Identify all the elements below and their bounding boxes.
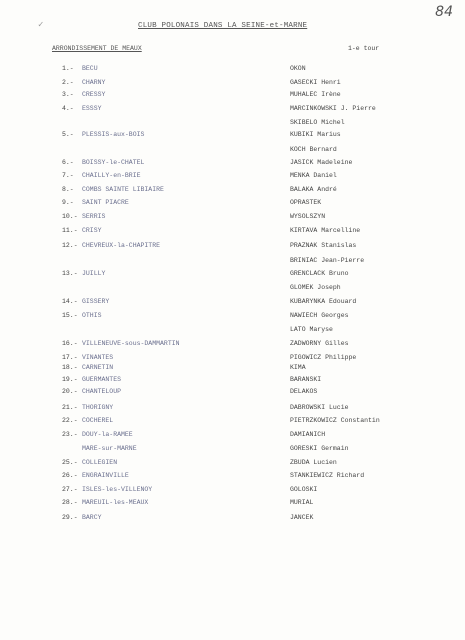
person-name: PIGOWICZ Philippe [290, 354, 357, 361]
person-name: BALAKA André [290, 186, 337, 193]
list-item [0, 338, 465, 349]
person-name: NAWIECH Georges [290, 312, 349, 319]
town-name: BECU [82, 65, 98, 72]
town-name: VILLENEUVE-sous-DAMMARTIN [82, 340, 180, 347]
town-name: CHEVREUX-la-CHAPITRE [82, 242, 161, 249]
person-name: MARCINKOWSKI J. Pierre [290, 105, 376, 112]
person-name: ZADWORNY Gilles [290, 340, 349, 347]
person-name: GOLOSKI [290, 486, 318, 493]
town-name: CHAILLY-en-BRIE [82, 172, 141, 179]
town-name: ENGRAINVILLE [82, 472, 129, 479]
list-item [0, 197, 465, 208]
list-item [0, 443, 465, 454]
row-number: 3.- [62, 91, 74, 98]
person-name: KUBIKI Marius [290, 131, 341, 138]
person-name: JANCEK [290, 514, 314, 521]
section-title: ARRONDISSEMENT DE MEAUX [52, 45, 142, 52]
town-name: COCHEREL [82, 417, 114, 424]
list-item [0, 211, 465, 222]
town-name: COLLEGIEN [82, 459, 118, 466]
round-label: 1-e tour [348, 45, 380, 52]
row-number: 13.- [62, 270, 78, 277]
town-name: SERRIS [82, 213, 106, 220]
list-item [0, 415, 465, 426]
list-item [0, 457, 465, 468]
row-number: 2.- [62, 79, 74, 86]
list-item [0, 225, 465, 236]
town-name: CHANTELOUP [82, 388, 122, 395]
row-number: 15.- [62, 312, 78, 319]
person-name: KIRTAVA Marcelline [290, 227, 361, 234]
person-name: OKON [290, 65, 306, 72]
list-item [0, 484, 465, 495]
person-name: SKIBELO Michel [290, 119, 345, 126]
list-item [0, 103, 465, 114]
row-number: 27.- [62, 486, 78, 493]
town-name: DOUY-la-RAMEE [82, 431, 133, 438]
row-number: 22.- [62, 417, 78, 424]
person-name: GORESKI Germain [290, 445, 349, 452]
row-number: 16.- [62, 340, 78, 347]
town-name: COMBS SAINTE LIBIAIRE [82, 186, 164, 193]
town-name: GUERMANTES [82, 376, 122, 383]
list-item [0, 470, 465, 481]
row-number: 8.- [62, 186, 74, 193]
row-number: 7.- [62, 172, 74, 179]
list-item [0, 324, 465, 335]
person-name: KOCH Bernard [290, 146, 337, 153]
person-name: PIETRZKOWICZ Constantin [290, 417, 380, 424]
list-item [0, 129, 465, 140]
row-number: 20.- [62, 388, 78, 395]
list-item [0, 310, 465, 321]
person-name: MENKA Daniel [290, 172, 337, 179]
town-name: THORIGNY [82, 404, 114, 411]
person-name: OPRASTEK [290, 199, 322, 206]
row-number: 21.- [62, 404, 78, 411]
list-item [0, 374, 465, 385]
list-item [0, 63, 465, 74]
list-item [0, 77, 465, 88]
list-item [0, 255, 465, 266]
person-name: GLOMEK Joseph [290, 284, 341, 291]
town-name: OTHIS [82, 312, 102, 319]
row-number: 23.- [62, 431, 78, 438]
list-item [0, 296, 465, 307]
row-number: 28.- [62, 499, 78, 506]
list-item [0, 429, 465, 440]
person-name: DABROWSKI Lucie [290, 404, 349, 411]
town-name: JUILLY [82, 270, 106, 277]
town-name: ESSSY [82, 105, 102, 112]
row-number: 6.- [62, 159, 74, 166]
row-number: 25.- [62, 459, 78, 466]
person-name: KIMA [290, 364, 306, 371]
list-item [0, 512, 465, 523]
list-item [0, 402, 465, 413]
person-name: GASECKI Henri [290, 79, 341, 86]
list-item [0, 117, 465, 128]
town-name: CRISY [82, 227, 102, 234]
list-item [0, 240, 465, 251]
row-number: 9.- [62, 199, 74, 206]
list-item [0, 157, 465, 168]
list-item [0, 497, 465, 508]
person-name: BARANSKI [290, 376, 322, 383]
town-name: MARE-sur-MARNE [82, 445, 137, 452]
list-item [0, 89, 465, 100]
row-number: 19.- [62, 376, 78, 383]
town-name: VINANTES [82, 354, 114, 361]
person-name: DELAKOS [290, 388, 318, 395]
person-name: JASICK Madeleine [290, 159, 353, 166]
person-name: MURIAL [290, 499, 314, 506]
town-name: CHARNY [82, 79, 106, 86]
town-name: ISLES-les-VILLENOY [82, 486, 153, 493]
person-name: DAMIANICH [290, 431, 326, 438]
row-number: 11.- [62, 227, 78, 234]
town-name: CRESSY [82, 91, 106, 98]
person-name: STANKIEWICZ Richard [290, 472, 365, 479]
row-number: 14.- [62, 298, 78, 305]
list-item [0, 268, 465, 279]
town-name: GISSERY [82, 298, 110, 305]
row-number: 1.- [62, 65, 74, 72]
row-number: 12.- [62, 242, 78, 249]
person-name: MUHALEC Irène [290, 91, 341, 98]
list-item [0, 386, 465, 397]
document-title: CLUB POLONAIS DANS LA SEINE-et-MARNE [138, 22, 308, 30]
row-number: 17.- [62, 354, 78, 361]
person-name: LATO Maryse [290, 326, 333, 333]
list-item [0, 362, 465, 373]
person-name: BRINIAC Jean-Pierre [290, 257, 365, 264]
list-item [0, 170, 465, 181]
row-number: 29.- [62, 514, 78, 521]
list-item [0, 184, 465, 195]
person-name: KUBARYNKA Edouard [290, 298, 357, 305]
row-number: 10.- [62, 213, 78, 220]
tick-mark-icon: ✓ [38, 20, 44, 30]
person-name: WYSOLSZYN [290, 213, 326, 220]
town-name: CARNETIN [82, 364, 114, 371]
page-number: 84 [435, 4, 453, 20]
town-name: BARCY [82, 514, 102, 521]
person-name: GRENCLACK Bruno [290, 270, 349, 277]
row-number: 26.- [62, 472, 78, 479]
town-name: SAINT PIACRE [82, 199, 129, 206]
list-item [0, 144, 465, 155]
row-number: 5.- [62, 131, 74, 138]
row-number: 18.- [62, 364, 78, 371]
row-number: 4.- [62, 105, 74, 112]
town-name: BOISSY-le-CHATEL [82, 159, 145, 166]
list-item [0, 282, 465, 293]
town-name: MAREUIL-les-MEAUX [82, 499, 149, 506]
person-name: PRAZNAK Stanislas [290, 242, 357, 249]
person-name: ZBUDA Lucien [290, 459, 337, 466]
town-name: PLESSIS-aux-BOIS [82, 131, 145, 138]
